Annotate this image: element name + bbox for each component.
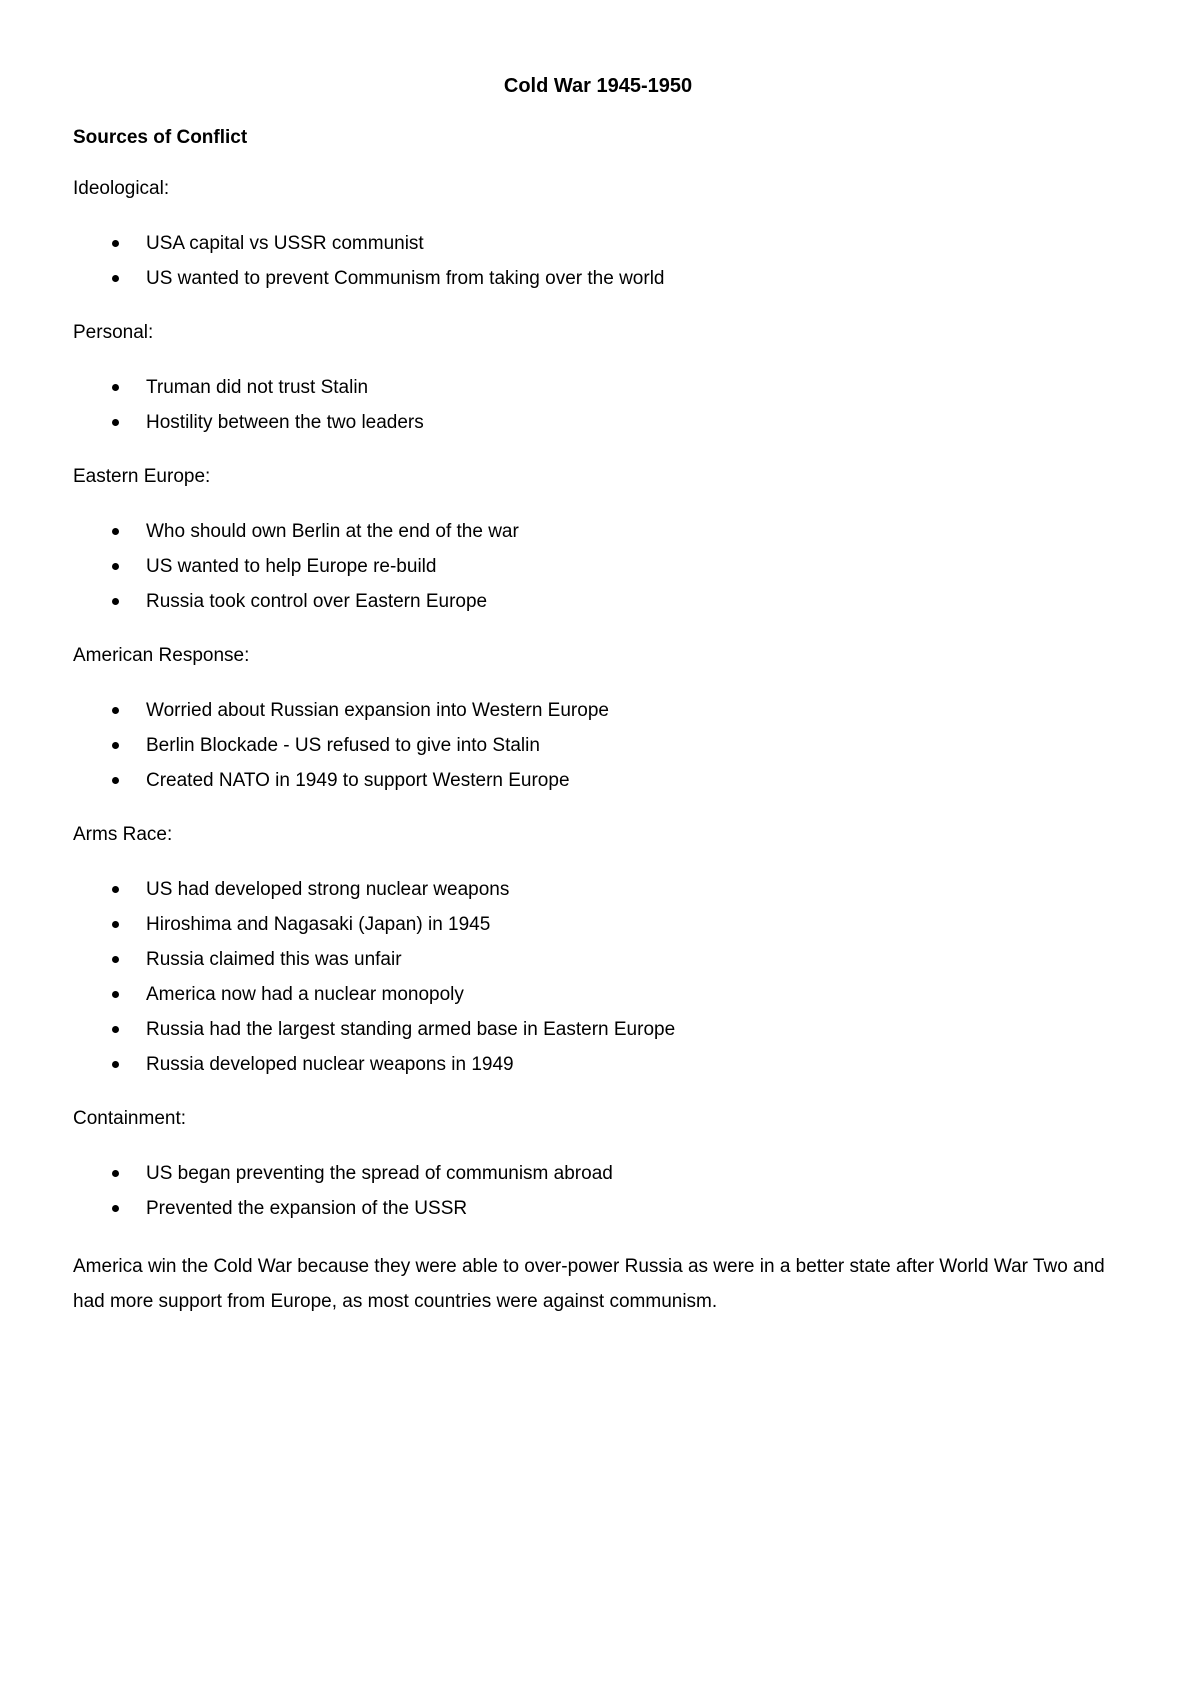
bullet-icon: [112, 1170, 119, 1177]
list-item-text: Who should own Berlin at the end of the war: [146, 521, 519, 542]
bullet-icon: [112, 1026, 119, 1033]
list-item-text: America now had a nuclear monopoly: [146, 984, 464, 1005]
section-heading: Arms Race:: [73, 824, 173, 845]
section-american-response: [73, 642, 1123, 798]
list-item: [73, 370, 1123, 405]
list-item: [73, 872, 1123, 907]
list-item: [73, 1156, 1123, 1191]
list-item: [73, 1012, 1123, 1047]
list-item-text: Created NATO in 1949 to support Western Europe: [146, 770, 570, 791]
list-item: [73, 261, 1123, 296]
bullet-icon: [112, 384, 119, 391]
bullet-icon: [112, 528, 119, 535]
bullet-icon: [112, 707, 119, 714]
list-item-text: US had developed strong nuclear weapons: [146, 879, 510, 900]
list-item: [73, 405, 1123, 440]
bullet-list: [73, 370, 1123, 440]
bullet-icon: [112, 419, 119, 426]
section-arms-race: [73, 821, 1123, 1082]
section-title: Sources of Conflict: [73, 127, 248, 148]
bullet-icon: [112, 742, 119, 749]
section-containment: [73, 1105, 1123, 1226]
list-item: [73, 693, 1123, 728]
bullet-icon: [112, 1205, 119, 1212]
bullet-list: [73, 872, 1123, 1082]
list-item-text: Russia claimed this was unfair: [146, 949, 402, 970]
list-item: [73, 977, 1123, 1012]
list-item-text: Truman did not trust Stalin: [146, 377, 369, 398]
list-item: [73, 514, 1123, 549]
list-item-text: US wanted to prevent Communism from taking over the world: [146, 268, 665, 289]
bullet-icon: [112, 921, 119, 928]
list-item-text: Worried about Russian expansion into Western Europe: [146, 700, 609, 721]
list-item: [73, 907, 1123, 942]
bullet-icon: [112, 563, 119, 570]
bullet-list: [73, 226, 1123, 296]
list-item: [73, 728, 1123, 763]
list-item-text: Hostility between the two leaders: [146, 412, 424, 433]
bullet-icon: [112, 991, 119, 998]
document-title: Cold War 1945-1950: [503, 75, 693, 97]
bullet-icon: [112, 598, 119, 605]
bullet-icon: [112, 1061, 119, 1068]
list-item-text: US began preventing the spread of communism abroad: [146, 1163, 613, 1184]
bullet-icon: [112, 275, 119, 282]
section-eastern-europe: [73, 463, 1123, 619]
document-content: [73, 72, 1123, 1319]
list-item-text: Hiroshima and Nagasaki (Japan) in 1945: [146, 914, 491, 935]
bullet-list: [73, 693, 1123, 798]
list-item-text: Russia developed nuclear weapons in 1949: [146, 1054, 514, 1075]
bullet-icon: [112, 956, 119, 963]
list-item: [73, 763, 1123, 798]
list-item-text: USA capital vs USSR communist: [146, 233, 424, 254]
list-item-text: Prevented the expansion of the USSR: [146, 1198, 468, 1219]
list-item-text: Russia took control over Eastern Europe: [146, 591, 488, 612]
list-item: [73, 942, 1123, 977]
list-item: [73, 584, 1123, 619]
list-item-text: US wanted to help Europe re-build: [146, 556, 437, 577]
list-item: [73, 549, 1123, 584]
bullet-icon: [112, 777, 119, 784]
section-heading: Eastern Europe:: [73, 466, 211, 487]
section-heading: Containment:: [73, 1108, 187, 1129]
bullet-icon: [112, 240, 119, 247]
section-heading: Personal:: [73, 322, 154, 343]
conclusion-paragraph: America win the Cold War because they were able to over-power Russia as were in a better state after World War Two and had more support from Europe, as most countries were against communism.: [73, 1256, 1105, 1312]
section-ideological: [73, 175, 1123, 296]
section-heading: American Response:: [73, 645, 250, 666]
list-item: [73, 1047, 1123, 1082]
list-item-text: Russia had the largest standing armed base in Eastern Europe: [146, 1019, 676, 1040]
section-heading: Ideological:: [73, 178, 170, 199]
list-item: [73, 226, 1123, 261]
bullet-icon: [112, 886, 119, 893]
bullet-list: [73, 1156, 1123, 1226]
section-personal: [73, 319, 1123, 440]
bullet-list: [73, 514, 1123, 619]
list-item: [73, 1191, 1123, 1226]
list-item-text: Berlin Blockade - US refused to give into Stalin: [146, 735, 540, 756]
